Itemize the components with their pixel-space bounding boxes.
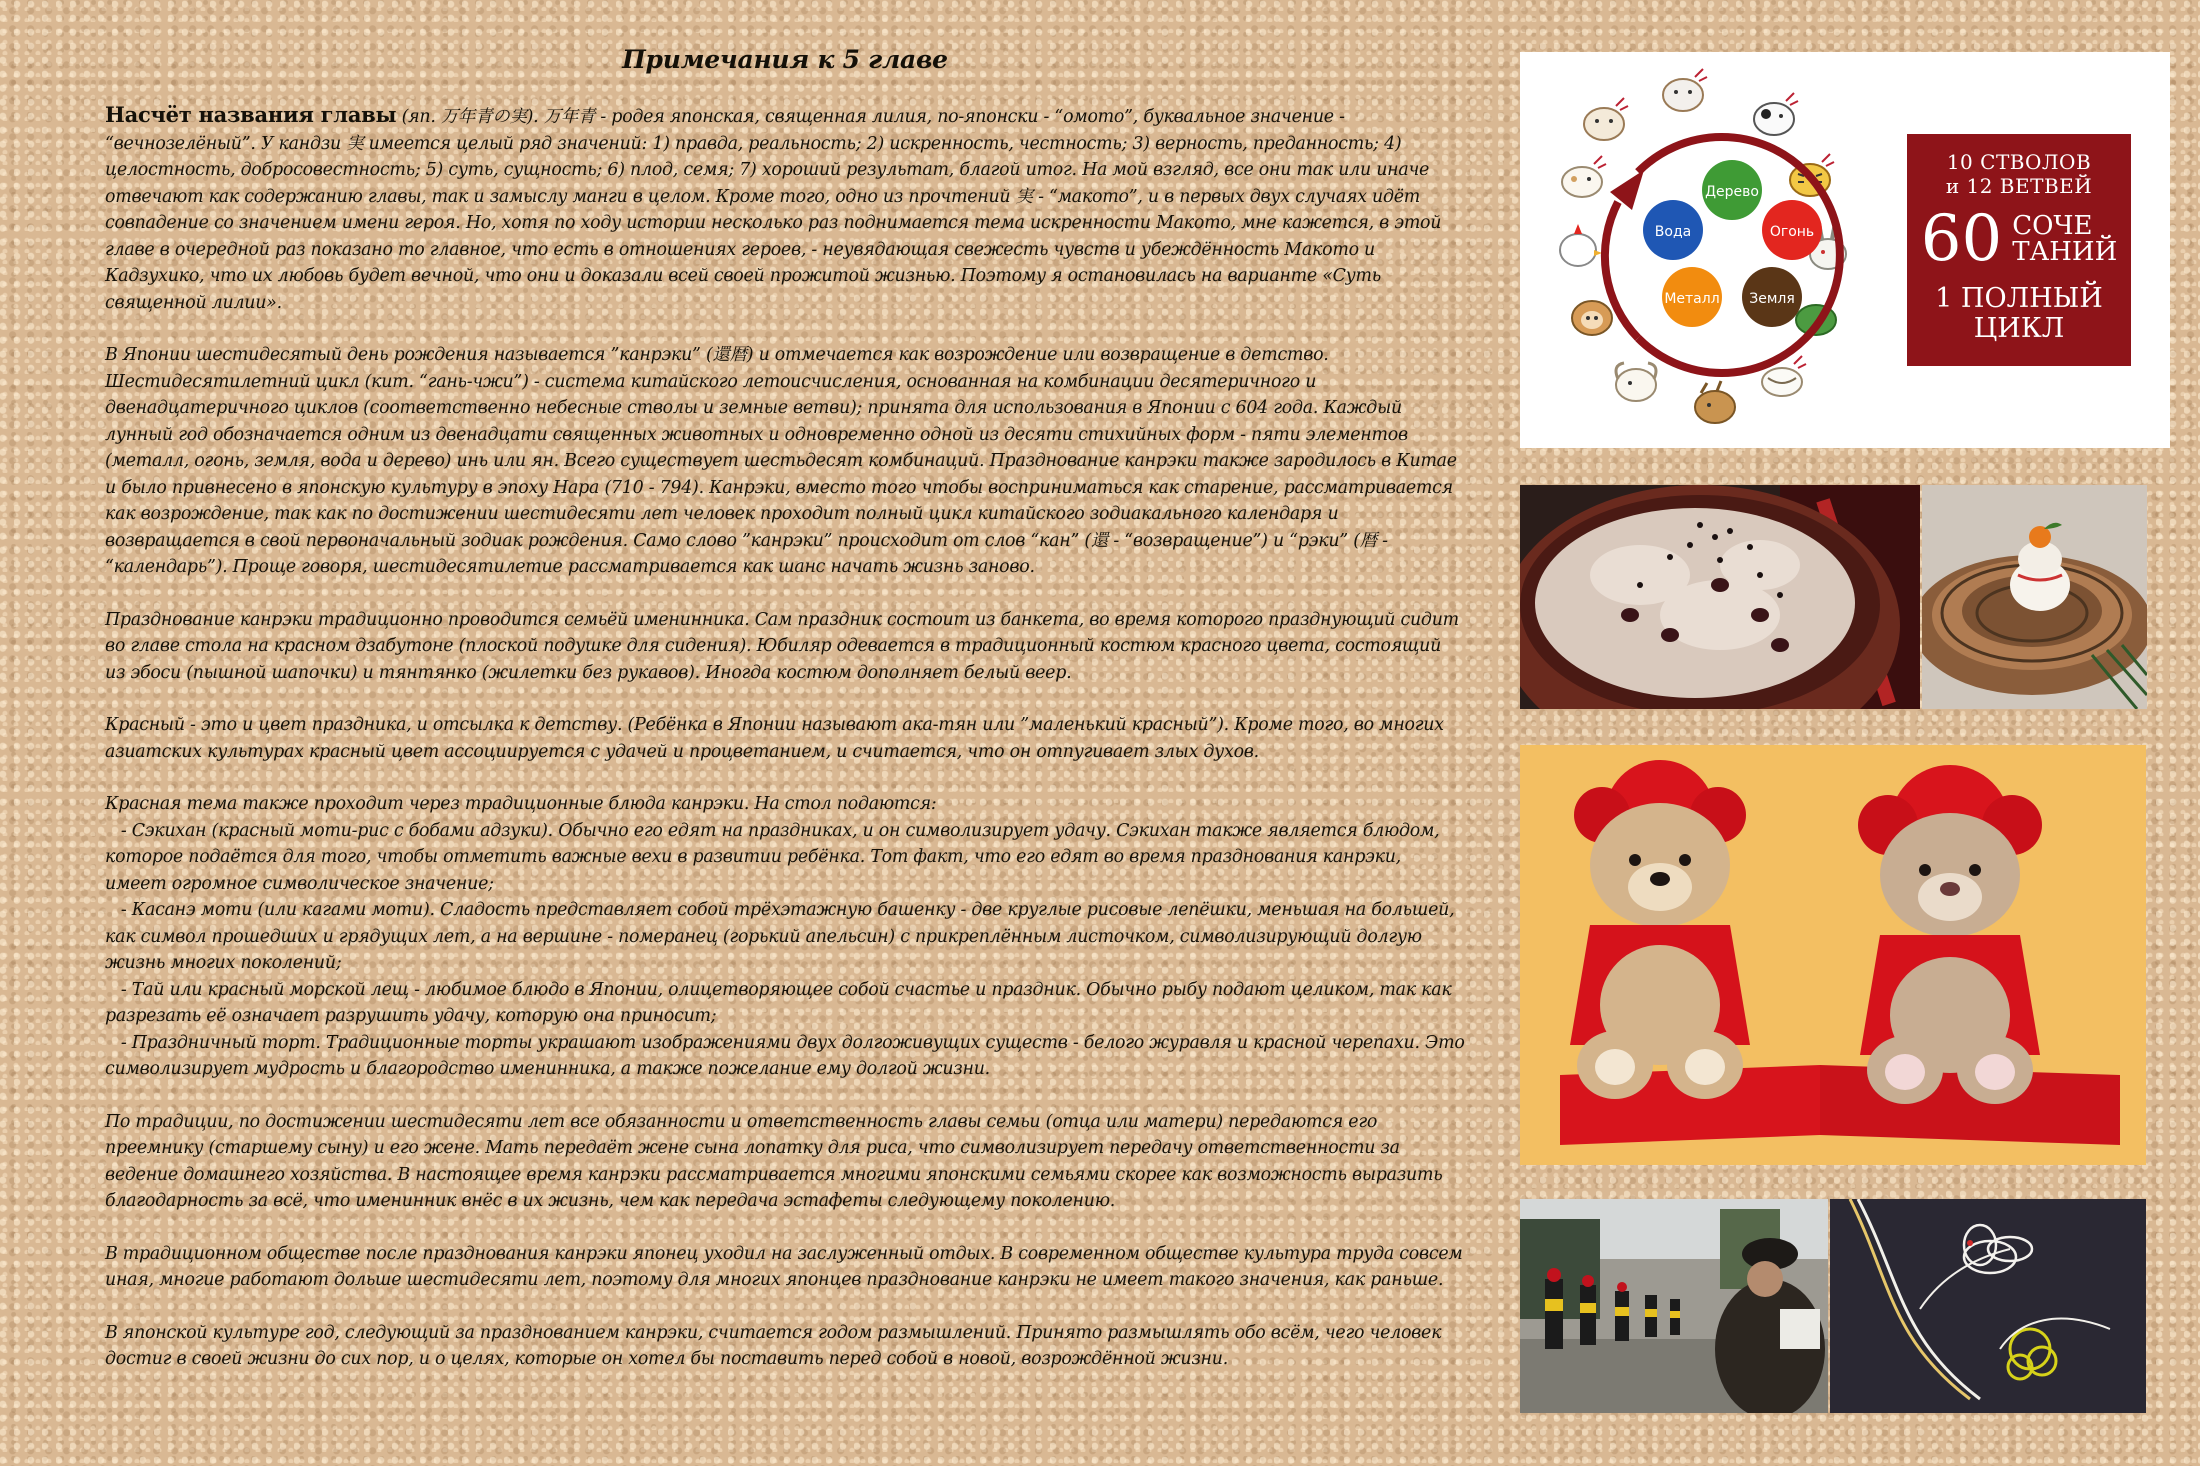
reflection-paragraph: В японской культуре год, следующий за празднованием канрэки, считается годом размышлений. Принято размышлять обо всём, чего человек достиг в своей жизни до сих пор, и о целях, которые он хотел бы поставить перед собой в новой, возрождённой жизни.	[105, 1322, 1442, 1369]
page-title: Примечания к 5 главе	[622, 45, 948, 74]
chapter-title-body: (яп. 万年青の実). 万年青 - родея японская, священная лилия, по-японски - “омото”, буквальное значение - “вечнозелёный”. У кандзи 実 имеется целый ряд значений: 1) правда, реальность; 2) искренность, честность; 3) верность, преданность; 4) целостность, добросовестность; 5) суть, сущность; 6) плод, семя; 7) хороший результат, благой итог. На мой взгляд, все они так или иначе отвечают как содержанию главы, так и замыслу манги в целом. Кроме того, одно из прочтений 実 - “макото”, и в первых двух случаях идёт совпадение со значением имени героя. Но, хотя по ходу истории несколько раз поднимается тема искренности Макото, мне кажется, в этой главе в очередной раз показано то главное, что есть в отношениях героев, - неувядающая свежесть чувств и убеждённость Макото и Кадзухико, что их любовь будет вечной, что они и доказали всей своей прожитой жизнью. Поэтому я остановилась на варианте «Суть священной лилии».	[105, 107, 1442, 313]
dishes-intro: Красная тема также проходит через традиционные блюда канрэки. На стол подаются:	[105, 794, 937, 814]
celebration-paragraph: Празднование канрэки традиционно проводится семьёй именинника. Сам праздник состоит из банкета, во время которого празднующий сидит во главе стола на красном дзабутоне (плоской подушке для сидения). Юбиляр одевается в традиционный костюм красного цвета, состоящий из эбоси (пышной шапочки) и тянтянко (жилетки без рукавов). Иногда костюм дополняет белый веер.	[105, 609, 1459, 683]
zodiac-animal-icon	[1754, 93, 1798, 135]
dishes-section	[105, 791, 1465, 1083]
box-line-2: и 12 ВЕТВЕЙ	[1945, 174, 2093, 198]
tradition-paragraph: По традиции, по достижении шестидесяти лет все обязанности и ответственность главы семьи (отца или матери) передаются его преемнику (старшему сыну) и его жене. Мать передаёт жене сына лопатку для риса, что символизирует передачу ответственности за ведение домашнего хозяйства. В настоящее время канрэки рассматривается многими японскими семьями скорее как возможность выразить благодарность за всё, что именинник внёс в их жизнь, чем как передача эстафеты следующему поколению.	[105, 1111, 1443, 1211]
box-number: 60	[1920, 202, 2003, 276]
red-color-paragraph: Красный - это и цвет праздника, и отсылка к детству. (Ребёнка в Японии называют ака-тян или ”маленький красный”). Кроме того, во многих азиатских культурах красный цвет ассоциируется с удачей и процветанием, и считается, что он отпугивает злых духов.	[105, 715, 1444, 762]
zodiac-animal-icon	[1695, 381, 1735, 423]
zodiac-animal-icon	[1584, 98, 1628, 140]
element-wood-label: Дерево	[1705, 184, 1759, 200]
mizuhiki-crane-photo	[1830, 1199, 2146, 1413]
kagami-mochi-illustration	[1922, 485, 2147, 709]
zodiac-animal-icon	[1560, 224, 1602, 266]
mizuhiki-crane-illustration	[1830, 1199, 2146, 1413]
notes-text-column	[105, 40, 1465, 1440]
box-word-2: ТАНИЙ	[2012, 237, 2118, 267]
zodiac-animal-icon	[1616, 363, 1656, 401]
box-big-words	[2012, 213, 2117, 265]
dish-item: - Праздничный торт. Традиционные торты украшают изображениями двух долгоживущих существ - белого журавля и красной черепахи. Это символизирует мудрость и благородство именинника, а также пожелание ему долгой жизни.	[105, 1030, 1465, 1083]
element-earth-label: Земля	[1749, 291, 1795, 307]
zodiac-animal-icon	[1572, 301, 1612, 335]
element-metal-label: Металл	[1664, 291, 1720, 307]
sekihan-photo	[1520, 485, 1920, 709]
chapter-title-lead: Насчёт названия главы	[105, 102, 397, 127]
box-line-1: 10 СТВОЛОВ	[1946, 150, 2092, 174]
box-word-1: СОЧЕ	[2012, 211, 2093, 241]
kanreki-bears-photo	[1520, 745, 2146, 1165]
kanreki-paragraph: В Японии шестидесятый день рождения называется ”канрэки” (還暦) и отмечается как возрождение или возвращение в детство. Шестидесятилетний цикл (кит. “гань-чжи”) - система китайского летоисчисления, основанная на комбинации десятеричного и двенадцатеричного циклов (соответственно небесные стволы и земные ветви); принята для использования в Японии с 604 года. Каждый лунный год обозначается одним из двенадцати священных животных и одновременно одной из десяти стихийных форм - пяти элементов (металл, огонь, земля, вода и дерево) инь или ян. Всего существует шестьдесят комбинаций. Празднование канрэки также зародилось в Китае и было привнесено в японскую культуру в эпоху Нара (710 - 794). Канрэки, вместо того чтобы восприниматься как старение, рассматривается как возрождение, так как по достижении шестидесяти лет человек проходит полный цикл китайского зодиакального календаря и возвращается в свой первоначальный зодиак рождения. Само слово ”канрэки” происходит от слов “кан” (還 - “возвращение”) и “рэки” (暦 - “календарь”). Проще говоря, шестидесятилетие рассматривается как шанс начать жизнь заново.	[105, 345, 1457, 577]
box-big-row	[1907, 204, 2131, 274]
element-fire-label: Огонь	[1769, 224, 1815, 240]
dish-item: - Сэкихан (красный моти-рис с бобами адзуки). Обычно его едят на праздниках, и он символизирует удачу. Сэкихан также является блюдом, которое подаётся для того, чтобы отметить важные вехи в развитии ребёнка. Тот факт, что его едят во время празднования канрэки, имеет огромное символическое значение;	[105, 818, 1465, 898]
cycle-info-box	[1907, 134, 2131, 366]
kagami-mochi-photo	[1922, 485, 2147, 709]
dish-item: - Касанэ моти (или кагами моти). Сладость представляет собой трёхэтажную башенку - две круглые рисовые лепёшки, меньшая на большей, как символ прошедших и грядущих лет, а на вершине - померанец (горький апельсин) с прикреплённым листочком, символизирующий долгую жизнь многих поколений;	[105, 897, 1465, 977]
box-line-4: ЦИКЛ	[1973, 313, 2065, 344]
bear-left	[1570, 760, 1750, 1099]
sexagenary-cycle-infographic	[1520, 52, 2170, 448]
dish-item: - Тай или красный морской лещ - любимое блюдо в Японии, олицетворяющее собой счастье и праздник. Обычно рыбу подают целиком, так как разрезать её означает разрушить удачу, которую она приносит;	[105, 977, 1465, 1030]
box-line-stems	[1907, 150, 2131, 198]
retirement-paragraph: В традиционном обществе после празднования канрэки японец уходил на заслуженный отдых. В современном обществе культура труда совсем иная, многие работают дольше шестидесяти лет, поэтому для многих японцев празднование канрэки не имеет такого значения, как раньше.	[105, 1243, 1463, 1290]
chapter-title-note	[105, 102, 1465, 316]
parade-photo	[1520, 1199, 1828, 1413]
box-bottom	[1907, 284, 2131, 344]
zodiac-animal-icon	[1562, 156, 1606, 197]
element-water-label: Вода	[1654, 224, 1692, 240]
parade-illustration	[1520, 1199, 1828, 1413]
zodiac-animal-icon	[1663, 69, 1707, 111]
box-line-3: 1 ПОЛНЫЙ	[1935, 283, 2103, 314]
kanreki-bears-illustration	[1520, 745, 2146, 1165]
sekihan-illustration	[1520, 485, 1920, 709]
